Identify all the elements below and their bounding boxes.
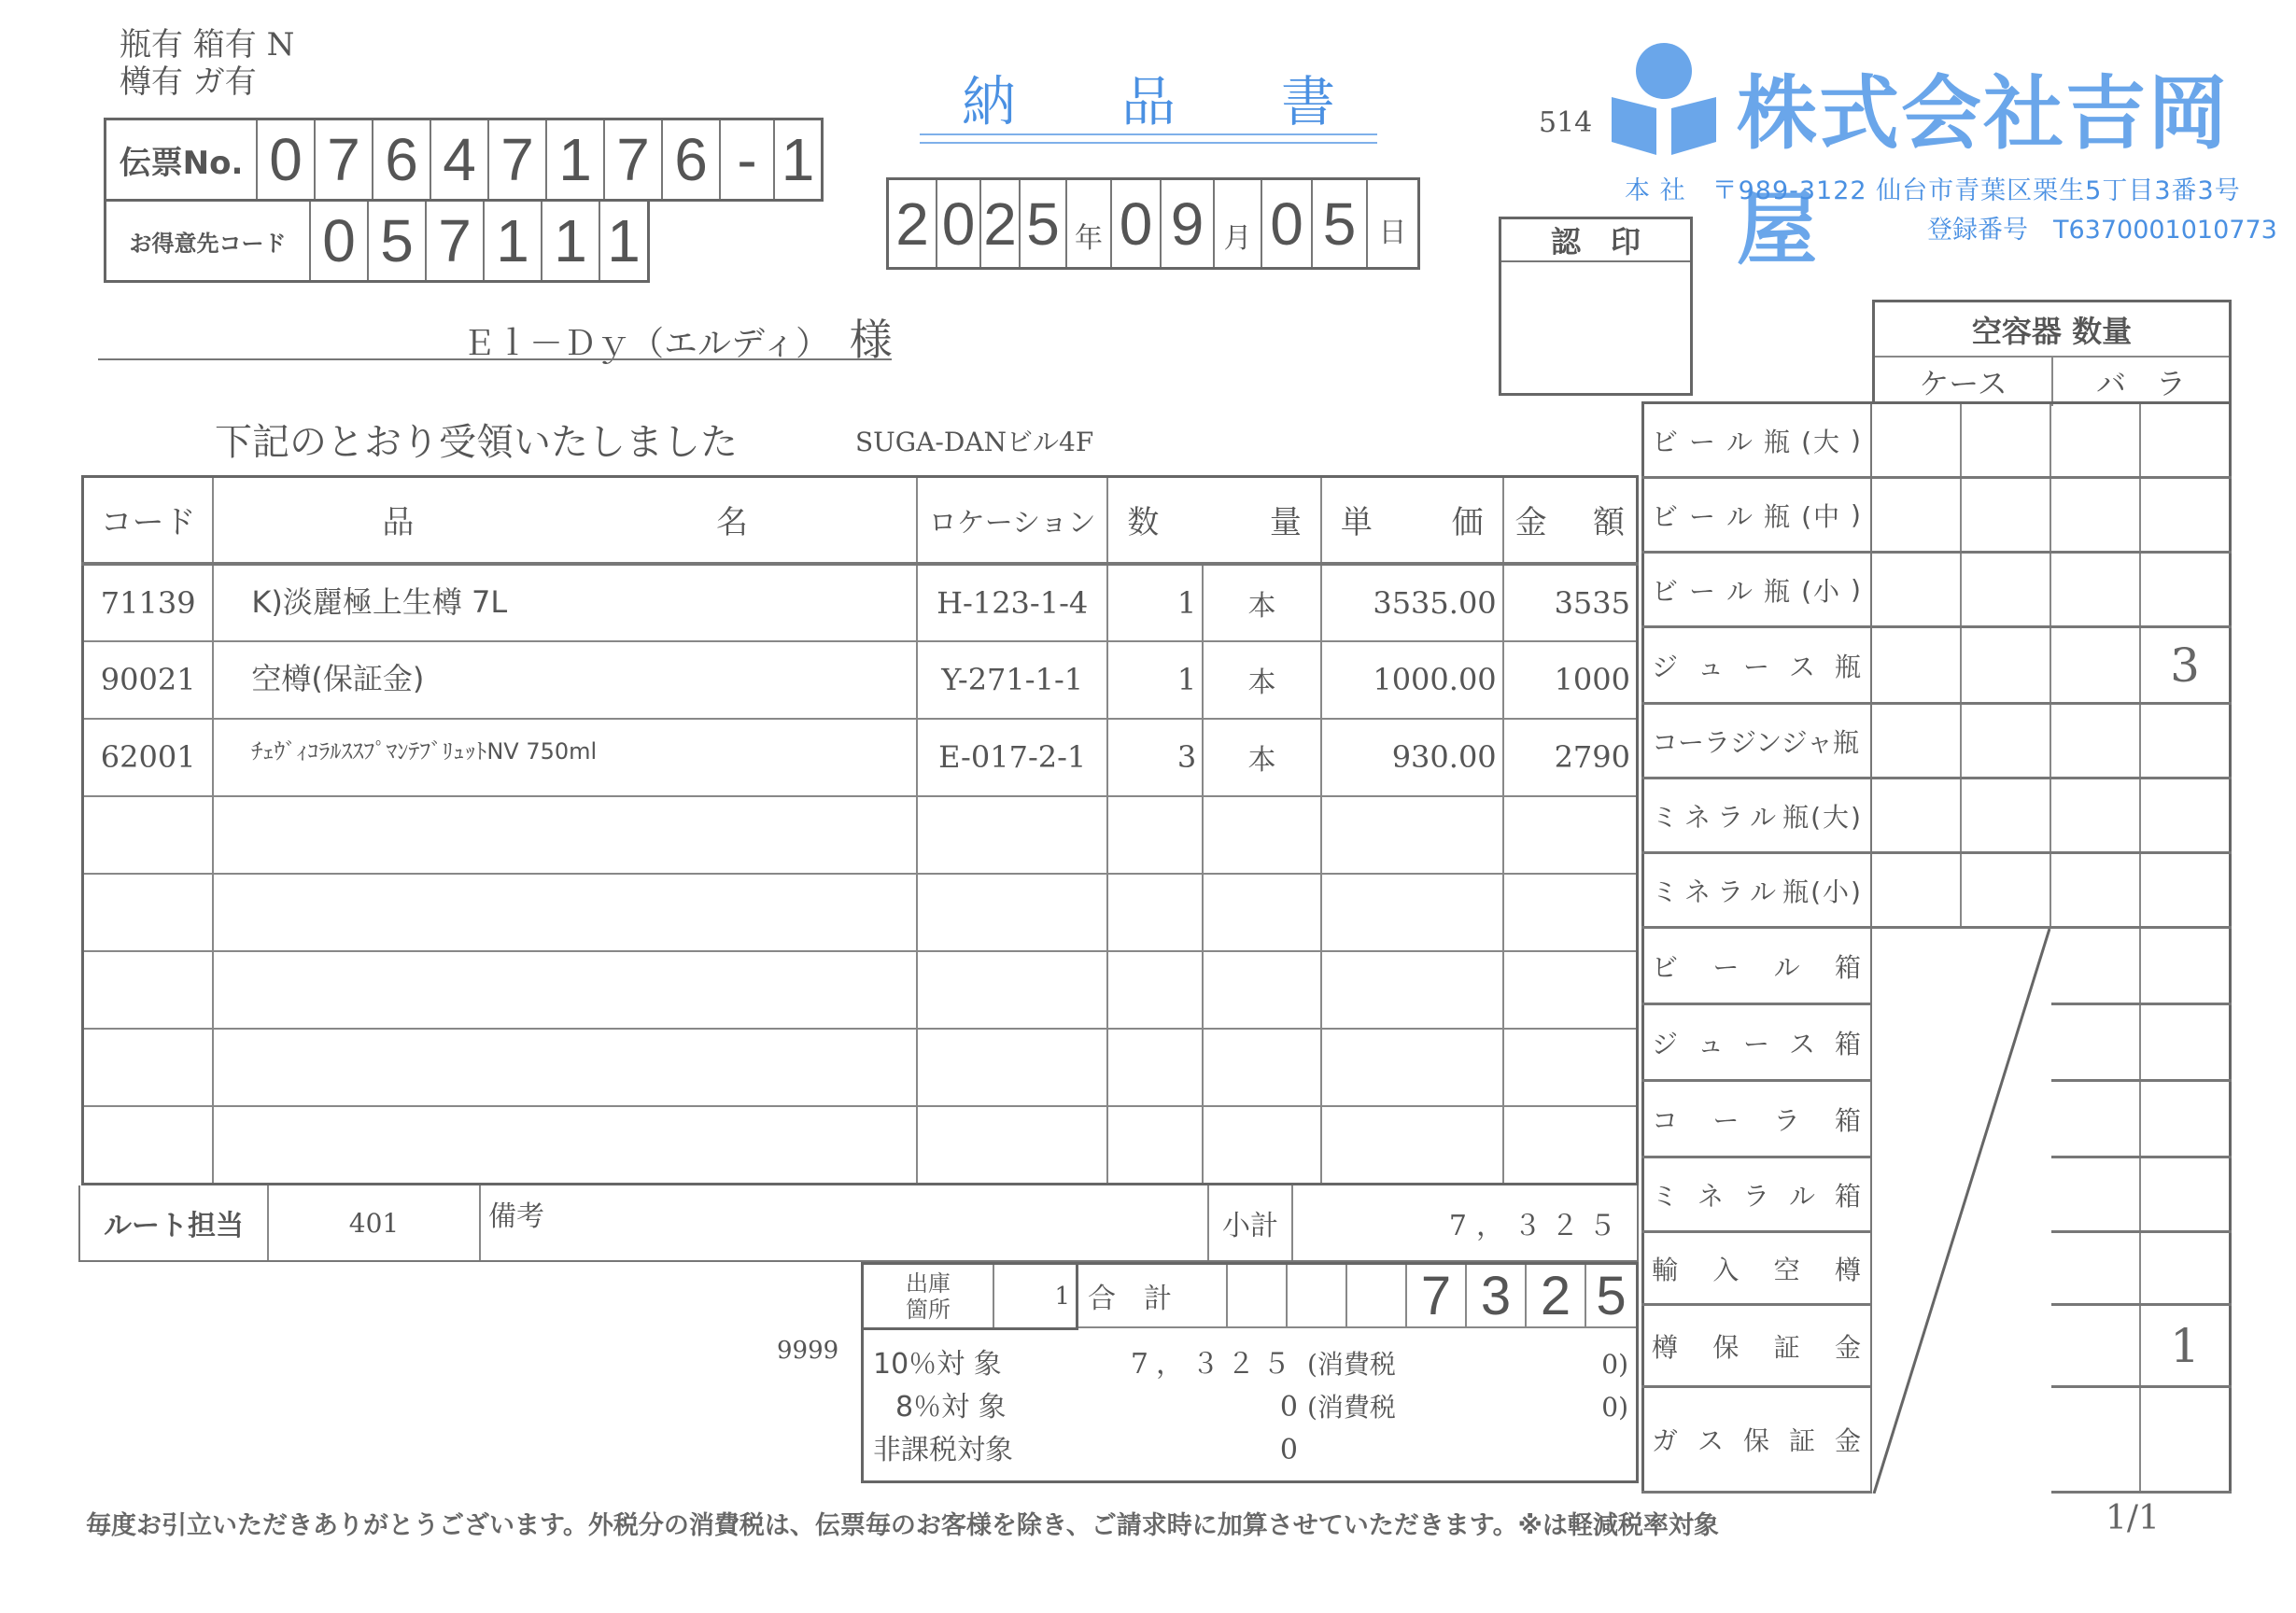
container-cell[interactable]	[1962, 404, 2051, 476]
customer-underline	[98, 358, 892, 360]
container-col-case: ケース	[1875, 358, 2053, 406]
warehouse-label	[864, 1265, 994, 1327]
item-location: Y-271-1-1	[917, 641, 1107, 719]
item-code: 90021	[83, 641, 214, 719]
item-amount: 3535	[1503, 564, 1638, 641]
date-digit: 5	[1019, 180, 1065, 267]
tax10-tax-value: 0)	[1601, 1349, 1628, 1380]
subtotal-value: 7，３２５	[1448, 1210, 1626, 1242]
container-cell[interactable]	[1872, 404, 1962, 476]
container-cell[interactable]	[2141, 929, 2232, 1003]
container-cell[interactable]	[2051, 779, 2141, 851]
item-amount: 2790	[1503, 719, 1638, 796]
footer-row	[78, 1185, 1639, 1262]
approval-stamp-label: 認 印	[1501, 219, 1690, 262]
date-digit: 9	[1160, 180, 1213, 267]
container-cell[interactable]	[2141, 854, 2232, 926]
container-cell[interactable]	[2051, 1233, 2141, 1303]
container-cell[interactable]	[2141, 779, 2232, 851]
remarks-label: 備考	[481, 1185, 1209, 1260]
tax8-tax-value: 0)	[1601, 1392, 1628, 1423]
container-row	[1641, 554, 2232, 628]
container-label: ビ ー ル 瓶 (小 )	[1641, 554, 1872, 625]
warehouse-label-1: 出庫	[906, 1269, 951, 1297]
tax8-row	[873, 1386, 1628, 1429]
container-row	[1641, 628, 2232, 705]
slip-digit: 7	[487, 120, 545, 199]
customer-code-box	[104, 199, 650, 283]
container-cell[interactable]	[1872, 779, 1962, 851]
slip-digit: 7	[314, 120, 372, 199]
table-row	[83, 564, 1638, 641]
container-cell[interactable]	[1962, 705, 2051, 777]
container-label: ジ ュ ー ス 瓶	[1641, 628, 1872, 702]
tax-breakdown	[873, 1343, 1628, 1472]
document-title	[962, 58, 1335, 136]
container-title: 空容器 数量	[1875, 302, 2229, 358]
grand-total-digit: 2	[1527, 1265, 1586, 1326]
container-cell[interactable]	[1962, 628, 2051, 702]
date-digit: 2	[895, 189, 929, 258]
date-digit: 0	[1261, 180, 1311, 267]
container-cell[interactable]	[2051, 1388, 2141, 1491]
item-qty: 1	[1107, 564, 1203, 641]
item-name: 空樽(保証金)	[213, 641, 917, 719]
table-row	[83, 641, 1638, 719]
container-cell[interactable]	[2051, 404, 2141, 476]
title-underline	[920, 133, 1377, 144]
footnote: 毎度お引立いただきありがとうございます。外税分の消費税は、伝票毎のお客様を除き、ご請求時に加算させていただきます。※は軽減税率対象	[86, 1511, 1719, 1540]
item-name: ﾁｪｳﾞｨｺﾗﾙｽｽﾌﾟﾏﾝﾃﾌﾞﾘｭｯﾄNV 750ml	[213, 719, 917, 796]
flags-line-1: 瓶有 箱有 N	[120, 26, 295, 63]
container-label: コーラジンジャ瓶	[1641, 705, 1872, 777]
container-cell[interactable]	[2141, 1233, 2232, 1303]
tax8-value: 0	[1279, 1391, 1298, 1424]
container-cell[interactable]	[1962, 479, 2051, 551]
container-row	[1641, 705, 2232, 779]
item-qty: 3	[1107, 719, 1203, 796]
month-unit: 月	[1213, 180, 1261, 267]
header-name-b: 名	[715, 504, 748, 542]
container-cell[interactable]	[1872, 479, 1962, 551]
tax10-value: 7，３２５	[1130, 1348, 1298, 1381]
table-row	[83, 719, 1638, 796]
container-flags	[120, 26, 294, 101]
container-label: ガ ス 保 証 金	[1641, 1388, 1872, 1491]
day-unit: 日	[1366, 180, 1417, 267]
company-name: 株式会社吉岡屋	[1737, 67, 2230, 276]
container-cell[interactable]	[2051, 1082, 2141, 1156]
container-cell[interactable]	[2051, 479, 2141, 551]
date-digit: 0	[1110, 180, 1160, 267]
totals-box	[861, 1262, 1639, 1483]
container-cell[interactable]: 1	[2141, 1306, 2232, 1385]
header-location: ロケーション	[917, 477, 1107, 564]
warehouse-label-2: 箇所	[906, 1296, 951, 1323]
customer-code-digit: 5	[367, 202, 425, 280]
page-indicator: 1/1	[2106, 1499, 2160, 1537]
item-code: 71139	[83, 564, 214, 641]
container-cell[interactable]	[2141, 1158, 2232, 1230]
container-cell[interactable]	[2141, 1082, 2232, 1156]
container-header	[1872, 300, 2232, 404]
container-cell[interactable]	[2051, 1158, 2141, 1230]
item-price: 3535.00	[1321, 564, 1503, 641]
container-cell[interactable]	[2051, 705, 2141, 777]
slip-digit: 1	[545, 120, 603, 199]
item-price: 930.00	[1321, 719, 1503, 796]
container-cell[interactable]	[1962, 554, 2051, 625]
container-cell[interactable]	[1872, 554, 1962, 625]
exempt-value: 0	[1279, 1434, 1298, 1466]
tax10-tax-label: (消費税	[1307, 1349, 1396, 1380]
item-amount: 1000	[1503, 641, 1638, 719]
container-cell[interactable]	[2141, 1005, 2232, 1079]
date-digit: 5	[1311, 180, 1366, 267]
container-cell[interactable]	[2141, 479, 2232, 551]
header-amount-a: 金	[1514, 504, 1547, 542]
header-amount-b: 額	[1593, 504, 1625, 542]
delivery-location: SUGA-DANビル4F	[855, 427, 1094, 457]
header-name-a: 品	[382, 504, 415, 542]
container-cell[interactable]	[2141, 705, 2232, 777]
item-location: H-123-1-4	[917, 564, 1107, 641]
customer-name-text: Ｅｌ－Ｄｙ（エルディ）	[462, 325, 830, 363]
container-cell[interactable]	[2141, 404, 2232, 476]
item-name: K)淡麗極上生樽 7L	[213, 564, 917, 641]
table-row	[83, 796, 1638, 874]
item-unit: 本	[1203, 719, 1321, 796]
receipt-statement: 下記のとおり受領いたしました	[215, 421, 738, 464]
company-address: 本 社 〒989-3122 仙台市青葉区栗生5丁目3番3号	[1625, 176, 2241, 205]
exempt-row	[873, 1429, 1628, 1472]
customer-code-digit: 0	[309, 202, 367, 280]
container-cell[interactable]	[1962, 779, 2051, 851]
container-row	[1641, 854, 2232, 929]
container-row	[1641, 779, 2232, 854]
route-label: ルート担当	[80, 1185, 269, 1260]
warehouse-value: 1	[1054, 1282, 1070, 1311]
item-qty: 1	[1107, 641, 1203, 719]
header-qty-b: 量	[1269, 504, 1302, 542]
item-code: 62001	[83, 719, 214, 796]
header-amount	[1503, 477, 1638, 564]
item-unit: 本	[1203, 564, 1321, 641]
title-char: 納	[962, 70, 1017, 133]
header-qty-a: 数	[1127, 504, 1160, 542]
container-cell[interactable]	[2051, 628, 2141, 702]
grand-total-label: 合 計	[1078, 1265, 1228, 1326]
flags-line-2: 樽有 ガ有	[120, 63, 257, 101]
diagonal-blank-area	[1872, 929, 2051, 1494]
header-code: コード	[83, 477, 214, 564]
date-digit: 2	[979, 180, 1019, 267]
container-cell[interactable]	[2141, 1388, 2232, 1491]
container-label: ビ ー ル 瓶 (大 )	[1641, 404, 1872, 476]
slip-number-label: 伝票No.	[119, 144, 244, 182]
item-unit: 本	[1203, 641, 1321, 719]
container-cell[interactable]	[2051, 554, 2141, 625]
container-cell[interactable]	[2141, 554, 2232, 625]
container-cell[interactable]	[1872, 628, 1962, 702]
grand-total-digit: 3	[1467, 1265, 1527, 1326]
year-unit: 年	[1065, 180, 1110, 267]
date-box	[886, 177, 1420, 270]
container-row	[1641, 479, 2232, 554]
company-logo-icon	[1608, 41, 1720, 158]
header-price-a: 単	[1340, 504, 1373, 542]
date-digit: 0	[936, 180, 979, 267]
warehouse-cell	[864, 1265, 1078, 1330]
title-char: 品	[1120, 70, 1176, 133]
container-cell[interactable]	[2051, 1306, 2141, 1385]
container-label: ミ ネ ラ ル 瓶(小)	[1641, 854, 1872, 926]
slip-digit: 7	[603, 120, 661, 199]
customer-honorific: 様	[849, 315, 893, 365]
container-label: ミ ネ ラ ル 瓶(大)	[1641, 779, 1872, 851]
container-cell[interactable]	[1872, 705, 1962, 777]
container-cell[interactable]	[2051, 929, 2141, 1003]
header-unit-price	[1321, 477, 1503, 564]
slip-digit: 4	[430, 120, 487, 199]
title-char: 書	[1280, 70, 1335, 133]
container-label: ジ ュ ー ス 箱	[1641, 1005, 1872, 1079]
slip-digit: 1	[773, 120, 821, 199]
container-cell[interactable]	[1872, 854, 1962, 926]
container-row	[1641, 404, 2232, 479]
approval-stamp-box	[1499, 217, 1693, 396]
table-row	[83, 1106, 1638, 1184]
grand-total-digit: 7	[1407, 1265, 1467, 1326]
container-cell[interactable]: 3	[2141, 628, 2232, 702]
header-quantity	[1107, 477, 1320, 564]
container-cell[interactable]	[1962, 854, 2051, 926]
company-registration: 登録番号 T6370001010773	[1927, 216, 2277, 245]
table-header-row	[83, 477, 1638, 564]
grand-total-row	[1078, 1265, 1636, 1328]
slip-digit: 0	[256, 120, 314, 199]
container-cell[interactable]	[2051, 1005, 2141, 1079]
items-table	[81, 475, 1639, 1185]
container-cell[interactable]	[2051, 854, 2141, 926]
customer-code-digit: 7	[425, 202, 483, 280]
exempt-label: 非課税対象	[873, 1434, 1013, 1466]
tax10-row	[873, 1343, 1628, 1386]
table-row	[83, 951, 1638, 1029]
container-label: ビ ー ル 箱	[1641, 929, 1872, 1003]
grand-total-digit: 5	[1596, 1265, 1627, 1326]
customer-code-digit: 1	[483, 202, 541, 280]
container-label: ビ ー ル 瓶 (中 )	[1641, 479, 1872, 551]
side-code: 9999	[777, 1337, 839, 1365]
customer-code-digit: 1	[599, 202, 647, 280]
container-label: 輸 入 空 樽	[1641, 1233, 1872, 1303]
slip-digit: 6	[661, 120, 719, 199]
route-value: 401	[269, 1185, 481, 1260]
tax8-tax-label: (消費税	[1307, 1392, 1396, 1423]
branch-number: 514	[1539, 106, 1593, 139]
tax10-label: 10％対 象	[873, 1348, 1002, 1381]
table-row	[83, 874, 1638, 951]
container-label: 樽 保 証 金	[1641, 1306, 1872, 1385]
slip-digit: -	[719, 120, 773, 199]
slip-digit: 6	[372, 120, 430, 199]
customer-code-digit: 1	[541, 202, 599, 280]
table-row	[83, 1029, 1638, 1106]
tax8-label: 8％対 象	[895, 1391, 1007, 1424]
slip-number-box	[104, 118, 824, 202]
container-table	[1641, 401, 2232, 1491]
header-price-b: 価	[1451, 504, 1484, 542]
item-price: 1000.00	[1321, 641, 1503, 719]
item-location: E-017-2-1	[917, 719, 1107, 796]
subtotal-label: 小計	[1209, 1185, 1293, 1260]
container-col-bara: バ ラ	[2095, 366, 2186, 401]
customer-code-label: お得意先コード	[129, 230, 287, 257]
container-label: コ ー ラ 箱	[1641, 1082, 1872, 1156]
header-name	[213, 477, 917, 564]
container-label: ミ ネ ラ ル 箱	[1641, 1158, 1872, 1230]
